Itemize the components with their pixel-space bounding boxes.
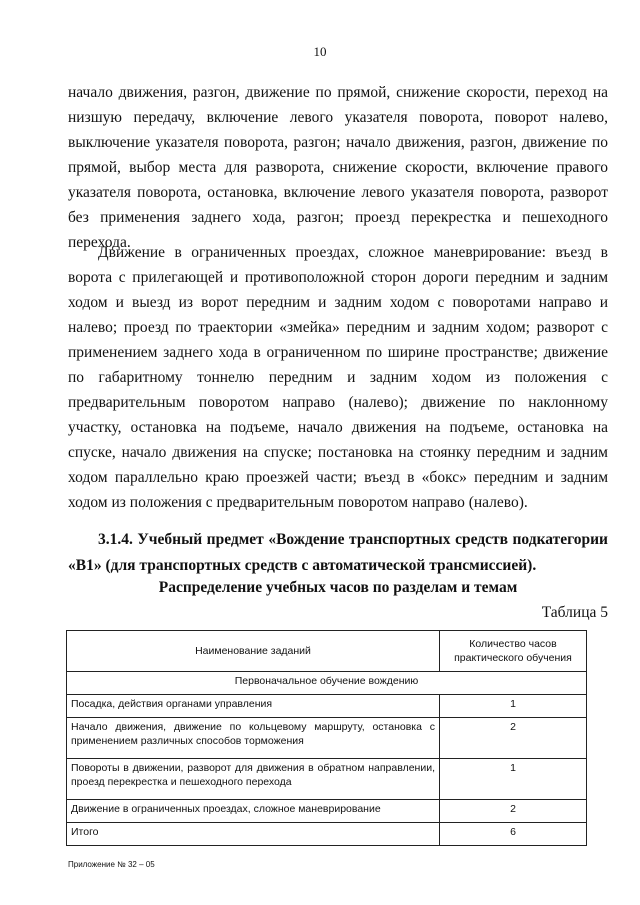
table-header-row (67, 631, 587, 672)
hours-table (66, 630, 587, 846)
total-hours: 6 (440, 823, 587, 846)
table-row (67, 695, 587, 718)
footer-note: Приложение № 32 – 05 (68, 860, 155, 869)
table-total-row (67, 823, 587, 846)
header-task-name: Наименование заданий (67, 631, 440, 672)
total-label: Итого (67, 823, 440, 846)
section-heading: 3.1.4. Учебный предмет «Вождение транспортных средств подкатегории «В1» (для транспортных средств с автоматической трансмиссией). (68, 531, 608, 574)
row-name: Движение в ограниченных проездах, сложное маневрирование (67, 800, 440, 823)
table-row (67, 718, 587, 759)
paragraph-1: начало движения, разгон, движение по прямой, снижение скорости, переход на низшую передачу, включение левого указателя поворота, поворот налево, выключение указателя поворота, разгон; начало движения, разгон, движение по прямой, выбор места для разворота, снижение скорости, включение правого указателя поворота, остановка, включение левого указателя поворота, разворот без применения заднего хода, разгон; проезд перекрестка и пешеходного перехода. (68, 84, 608, 251)
section-row-label: Первоначальное обучение вождению (67, 672, 587, 695)
row-name: Начало движения, движение по кольцевому маршруту, остановка с применением различных способов торможения (67, 718, 440, 759)
row-hours: 2 (440, 718, 587, 759)
table-row (67, 759, 587, 800)
row-name: Повороты в движении, разворот для движения в обратном направлении, проезд перекрестка и пешеходного перехода (67, 759, 440, 800)
row-name: Посадка, действия органами управления (67, 695, 440, 718)
table-label: Таблица 5 (541, 604, 608, 621)
row-hours: 1 (440, 759, 587, 800)
header-hours: Количество часов практического обучения (440, 631, 587, 672)
distribution-title: Распределение учебных часов по разделам и темам (158, 579, 518, 596)
page-number: 10 (313, 44, 327, 59)
row-hours: 2 (440, 800, 587, 823)
paragraph-2-container (68, 240, 608, 515)
row-hours: 1 (440, 695, 587, 718)
section-heading-container (68, 527, 608, 579)
paragraph-2: Движение в ограниченных проездах, сложное маневрирование: въезд в ворота с прилегающей и противоположной сторон дороги передним и задним ходом и выезд из ворот передним и задним ходом с поворотами направо и налево; проезд по траектории «змейка» передним и задним ходом; разворот с применением заднего хода в ограниченном по ширине пространстве; движение по габаритному тоннелю передним и задним ходом из положения с предварительным поворотом направо (налево); движение по наклонному участку, остановка на подъеме, начало движения на подъеме, остановка на спуске, начало движения на спуске; постановка на стоянку передним и задним ходом параллельно краю проезжей части; въезд в «бокс» передним и задним ходом из положения с предварительным поворотом направо (налево). (68, 244, 608, 511)
paragraph-1-container (68, 80, 608, 255)
table-section-row (67, 672, 587, 695)
table-row (67, 800, 587, 823)
